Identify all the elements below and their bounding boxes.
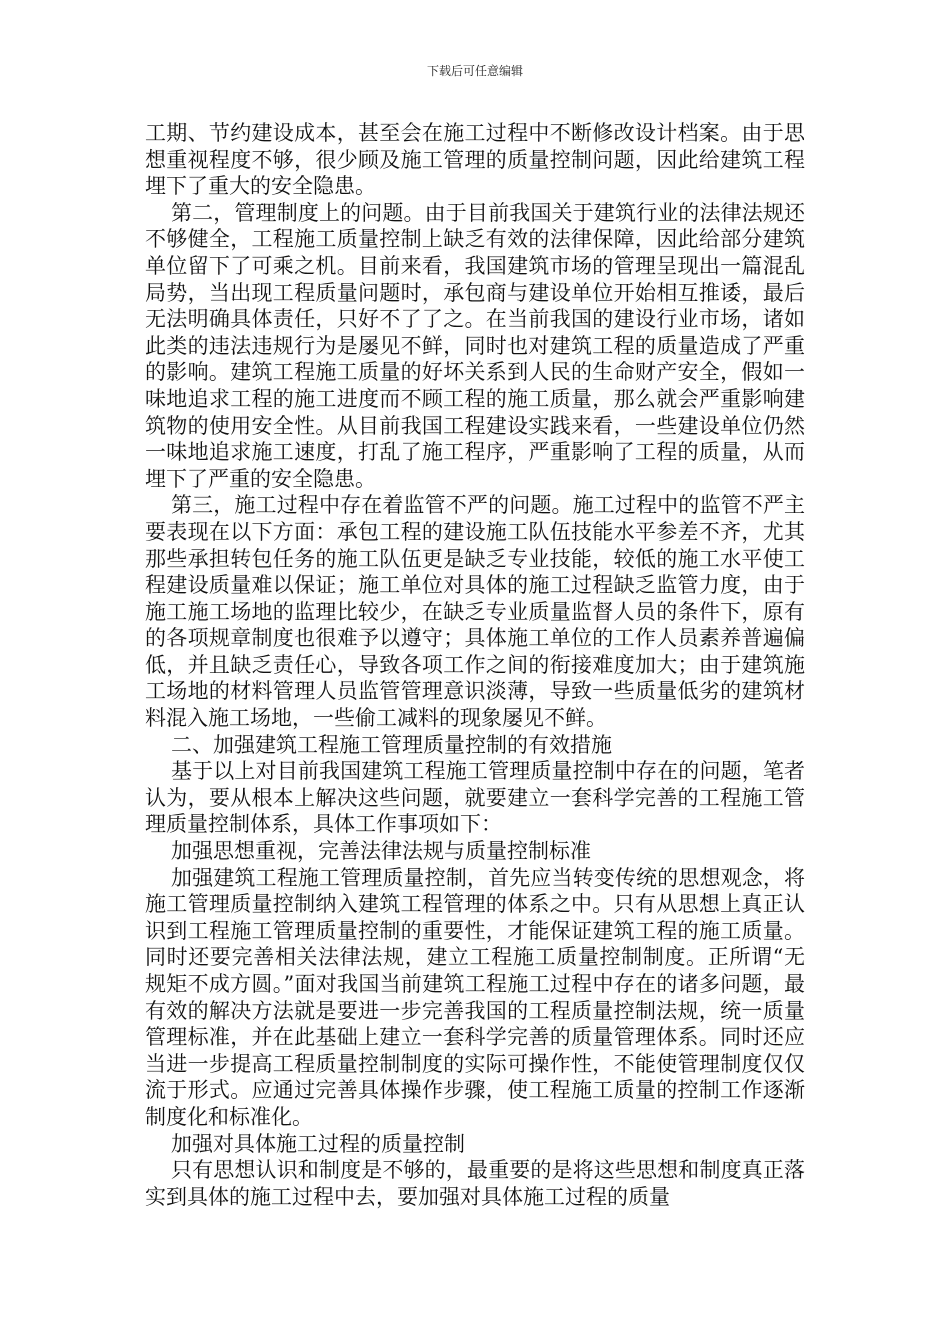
subheading-process-control: 加强对具体施工过程的质量控制 bbox=[171, 1131, 465, 1156]
paragraph-continuation: 工期、节约建设成本，甚至会在施工过程中不断修改设计档案。由于思想重视程度不够，很少顾及施工管理的质量控制问题，因此给建筑工程埋下了重大的安全隐患。 bbox=[145, 121, 805, 199]
paragraph-thought-and-law: 加强建筑工程施工管理质量控制，首先应当转变传统的思想观念，将施工管理质量控制纳入建筑工程管理的体系之中。只有从思想上真正认识到工程施工管理质量控制的重要性，才能保证建筑工程的施工质量。同时还要完善相关法律法规，建立工程施工质量控制制度。正所谓“无规矩不成方圆。”面对我国当前建筑工程施工过程中存在的诸多问题，最有效的解决方法就是要进一步完善我国的工程质量控制法规，统一质量管理标准，并在此基础上建立一套科学完善的质量管理体系。同时还应当进一步提高工程质量控制制度的实际可操作性，不能使管理制度仅仅流于形式。应通过完善具体操作步骤，使工程施工质量的控制工作逐渐制度化和标准化。 bbox=[145, 865, 805, 1129]
page-header-note: 下载后可任意编辑 bbox=[426, 64, 523, 78]
paragraph-supervision: 第三，施工过程中存在着监管不严的问题。施工过程中的监管不严主要表现在以下方面：承包工程的建设施工队伍技能水平参差不齐，尤其那些承担转包任务的施工队伍更是缺乏专业技能，较低的施工水平使工程建设质量难以保证；施工单位对具体的施工过程缺乏监管力度，由于施工施工场地的监理比较少，在缺乏专业质量监督人员的条件下，原有的各项规章制度也很难予以遵守；具体施工单位的工作人员素养普遍偏低，并且缺乏责任心，导致各项工作之间的衔接难度加大；由于建筑施工场地的材料管理人员监管管理意识淡薄，导致一些质量低劣的建筑材料混入施工场地，一些偷工减料的现象屡见不鲜。 bbox=[145, 493, 805, 731]
paragraph-measures-intro: 基于以上对目前我国建筑工程施工管理质量控制中存在的问题，笔者认为，要从根本上解决这些问题，就要建立一套科学完善的工程施工管理质量控制体系，具体工作事项如下： bbox=[145, 759, 805, 837]
paragraph-process-control: 只有思想认识和制度是不够的，最重要的是将这些思想和制度真正落实到具体的施工过程中去，要加强对具体施工过程的质量 bbox=[145, 1158, 805, 1209]
subheading-thought-and-law: 加强思想重视，完善法律法规与质量控制标准 bbox=[171, 839, 591, 864]
section-heading-measures: 二、加强建筑工程施工管理质量控制的有效措施 bbox=[171, 732, 612, 757]
document-body bbox=[145, 120, 805, 1210]
paragraph-management-system: 第二，管理制度上的问题。由于目前我国关于建筑行业的法律法规还不够健全，工程施工质量控制上缺乏有效的法律保障，因此给部分建筑单位留下了可乘之机。目前来看，我国建筑市场的管理呈现出一篇混乱局势，当出现工程质量问题时，承包商与建设单位开始相互推诿，最后无法明确具体责任，只好不了了之。在当前我国的建设行业市场，诸如此类的违法违规行为是屡见不鲜，同时也对建筑工程的质量造成了严重的影响。建筑工程施工质量的好坏关系到人民的生命财产安全，假如一味地追求工程的施工进度而不顾工程的施工质量，那么就会严重影响建筑物的使用安全性。从目前我国工程建设实践来看，一些建设单位仍然一味地追求施工速度，打乱了施工程序，严重影响了工程的质量，从而埋下了严重的安全隐患。 bbox=[145, 200, 805, 491]
